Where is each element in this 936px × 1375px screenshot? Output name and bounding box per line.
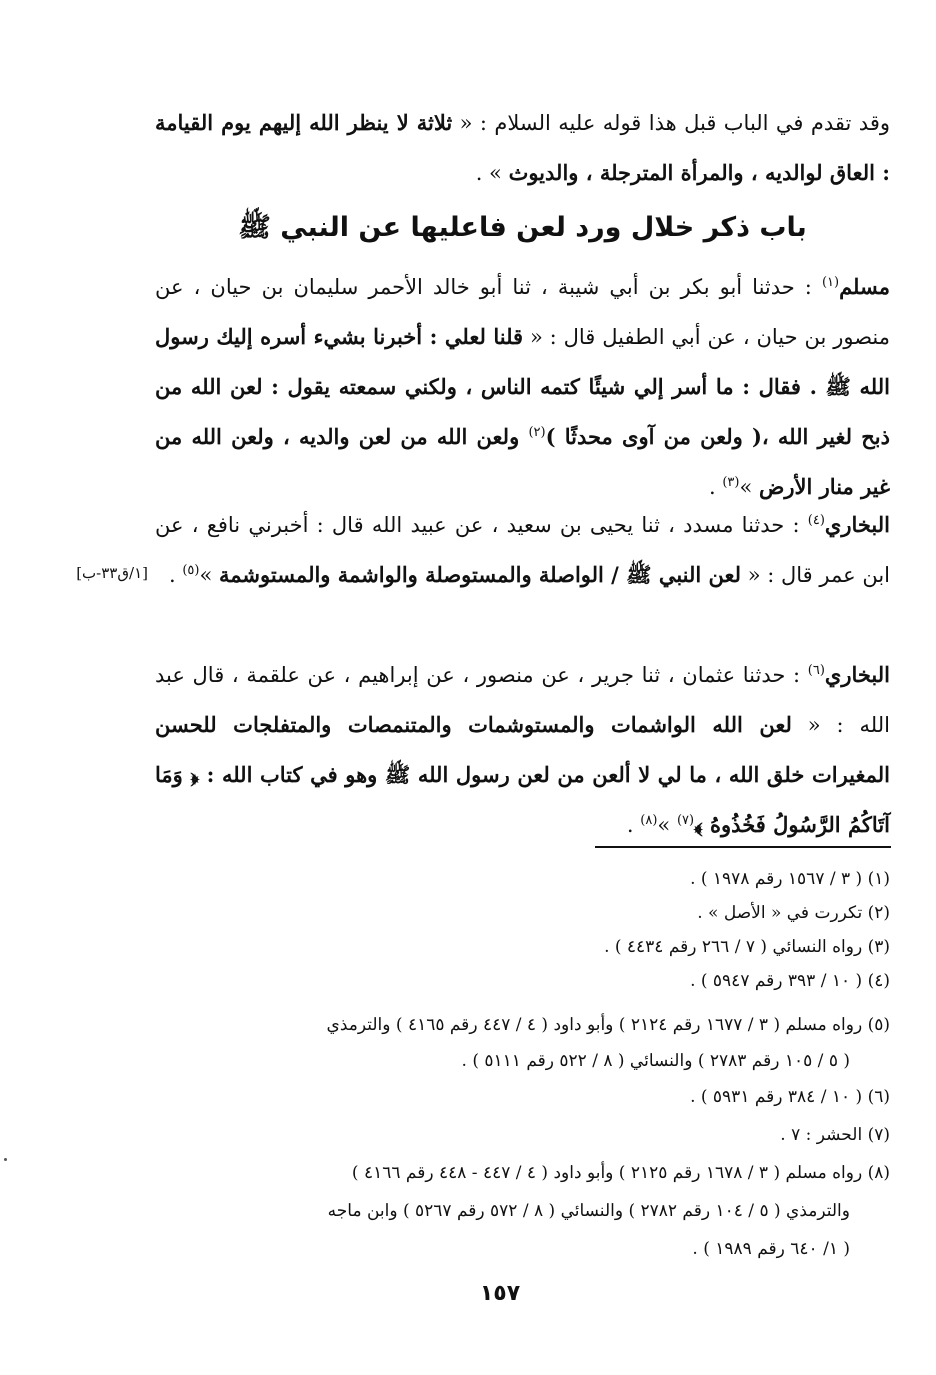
period-3: . (626, 813, 641, 837)
quote-close-1: » (739, 475, 759, 499)
matn-2: لعن النبي ﷺ / الواصلة والمستوصلة والواشمة والمستوشمة (219, 562, 742, 587)
footnote-ref-6[interactable]: (٦) (807, 663, 825, 678)
footnote-1: (١) ( ٣ / ١٥٦٧ رقم ١٩٧٨ ) . (690, 869, 890, 889)
footnote-separator (595, 846, 891, 848)
scan-speck (4, 1158, 7, 1161)
source-bukhari-2: البخاري (824, 662, 890, 687)
footnote-8-cont: والترمذي ( ٥ / ١٠٤ رقم ٢٧٨٢ ) والنسائي ( ٨ / ٥٧٢ رقم ٥٢٦٧ ) وابن ماجه (327, 1201, 850, 1221)
hadith-paragraph-1 (155, 262, 890, 512)
source-bukhari-1: البخاري (824, 512, 890, 537)
footnote-ref-4[interactable]: (٤) (807, 513, 825, 528)
chapter-heading: باب ذكر خلال ورد لعن فاعليها عن النبي ﷺ (238, 212, 807, 243)
intro-lead: وقد تقدم في الباب قبل هذا قوله عليه السلام : « (452, 111, 890, 135)
manuscript-folio-note: [١/ق٣٣-ب] (76, 564, 148, 582)
footnote-3: (٣) رواه النسائي ( ٧ / ٢٦٦ رقم ٤٤٣٤ ) . (604, 937, 890, 957)
matn-1b: ولعن الله من لعن والديه ، ولعن الله من غير منار الأرض (155, 424, 890, 499)
intro-quote: ثلاثة لا ينظر الله إليهم يوم القيامة : العاق لوالديه ، والمرأة المترجلة ، والديوث (155, 110, 890, 185)
hadith-paragraph-2 (155, 500, 890, 600)
footnote-ref-3[interactable]: (٣) (722, 475, 740, 490)
footnote-ref-2[interactable]: (٢) (528, 425, 546, 440)
page-number: ١٥٧ (479, 1281, 521, 1306)
footnote-5-cont: ( ٥ / ١٠٥ رقم ٢٧٨٣ ) والنسائي ( ٨ / ٥٢٢ رقم ٥١١١ ) . (461, 1051, 850, 1071)
period-2: . (168, 563, 183, 587)
footnote-ref-1[interactable]: (١) (821, 275, 840, 290)
footnote-ref-5[interactable]: (٥) (182, 563, 200, 578)
matn-1a: قلنا لعلي : أخبرنا بشيء أسره إليك رسول الله ﷺ . فقال : ما أسر إلي شيئًا كتمه الناس ، ولكني سمعته يقول : لعن الله من ذبح لغير الله ،( ولعن من آوى محدثًا ) (155, 324, 890, 449)
footnote-7: (٧) الحشر : ٧ . (780, 1125, 890, 1145)
isnad-2: : حدثنا مسدد ، ثنا يحيى بن سعيد ، عن عبيد الله قال : أخبرني نافع ، عن ابن عمر قال : « (155, 513, 890, 587)
footnote-6: (٦) ( ١٠ / ٣٨٤ رقم ٥٩٣١ ) . (690, 1087, 890, 1107)
footnote-8-cont-2: ( ١/ ٦٤٠ رقم ١٩٨٩ ) . (692, 1239, 850, 1259)
intro-tail: » . (475, 161, 509, 185)
isnad-1: : حدثنا أبو بكر بن أبي شيبة ، ثنا أبو خالد الأحمر سليمان بن حيان ، عن منصور بن حيان ، عن أبي الطفيل قال : « (155, 275, 890, 349)
footnote-5: (٥) رواه مسلم ( ٣ / ١٦٧٧ رقم ٢١٢٤ ) وأبو داود ( ٤ / ٤٤٧ رقم ٤١٦٥ ) والترمذي (326, 1015, 890, 1035)
footnote-2: (٢) تكررت في « الأصل » . (697, 903, 890, 923)
footnote-ref-8[interactable]: (٨) (640, 813, 658, 828)
source-muslim: مسلم (839, 274, 890, 299)
period-1: . (708, 475, 723, 499)
quote-close-3: » (657, 813, 677, 837)
intro-paragraph (155, 98, 890, 198)
footnote-8: (٨) رواه مسلم ( ٣ / ١٦٧٨ رقم ٢١٢٥ ) وأبو داود ( ٤ / ٤٤٧ - ٤٤٨ رقم ٤١٦٦ ) (351, 1163, 890, 1183)
hadith-paragraph-3 (155, 650, 890, 850)
isnad-3: : حدثنا عثمان ، ثنا جرير ، عن منصور ، عن إبراهيم ، عن علقمة ، قال عبد الله : « (155, 663, 890, 737)
matn-3: لعن الله الواشمات والمستوشمات والمتنمصات والمتفلجات للحسن المغيرات خلق الله ، ما لي لا ألعن من لعن رسول الله ﷺ وهو في كتاب الله : ﴿ وَمَا آتَاكُمُ الرَّسُولُ فَخُذُوهُ ﴾ (155, 712, 890, 837)
footnote-4: (٤) ( ١٠ / ٣٩٣ رقم ٥٩٤٧ ) . (690, 971, 890, 991)
footnote-ref-7[interactable]: (٧) (676, 813, 695, 828)
quote-close-2: » (199, 563, 220, 587)
